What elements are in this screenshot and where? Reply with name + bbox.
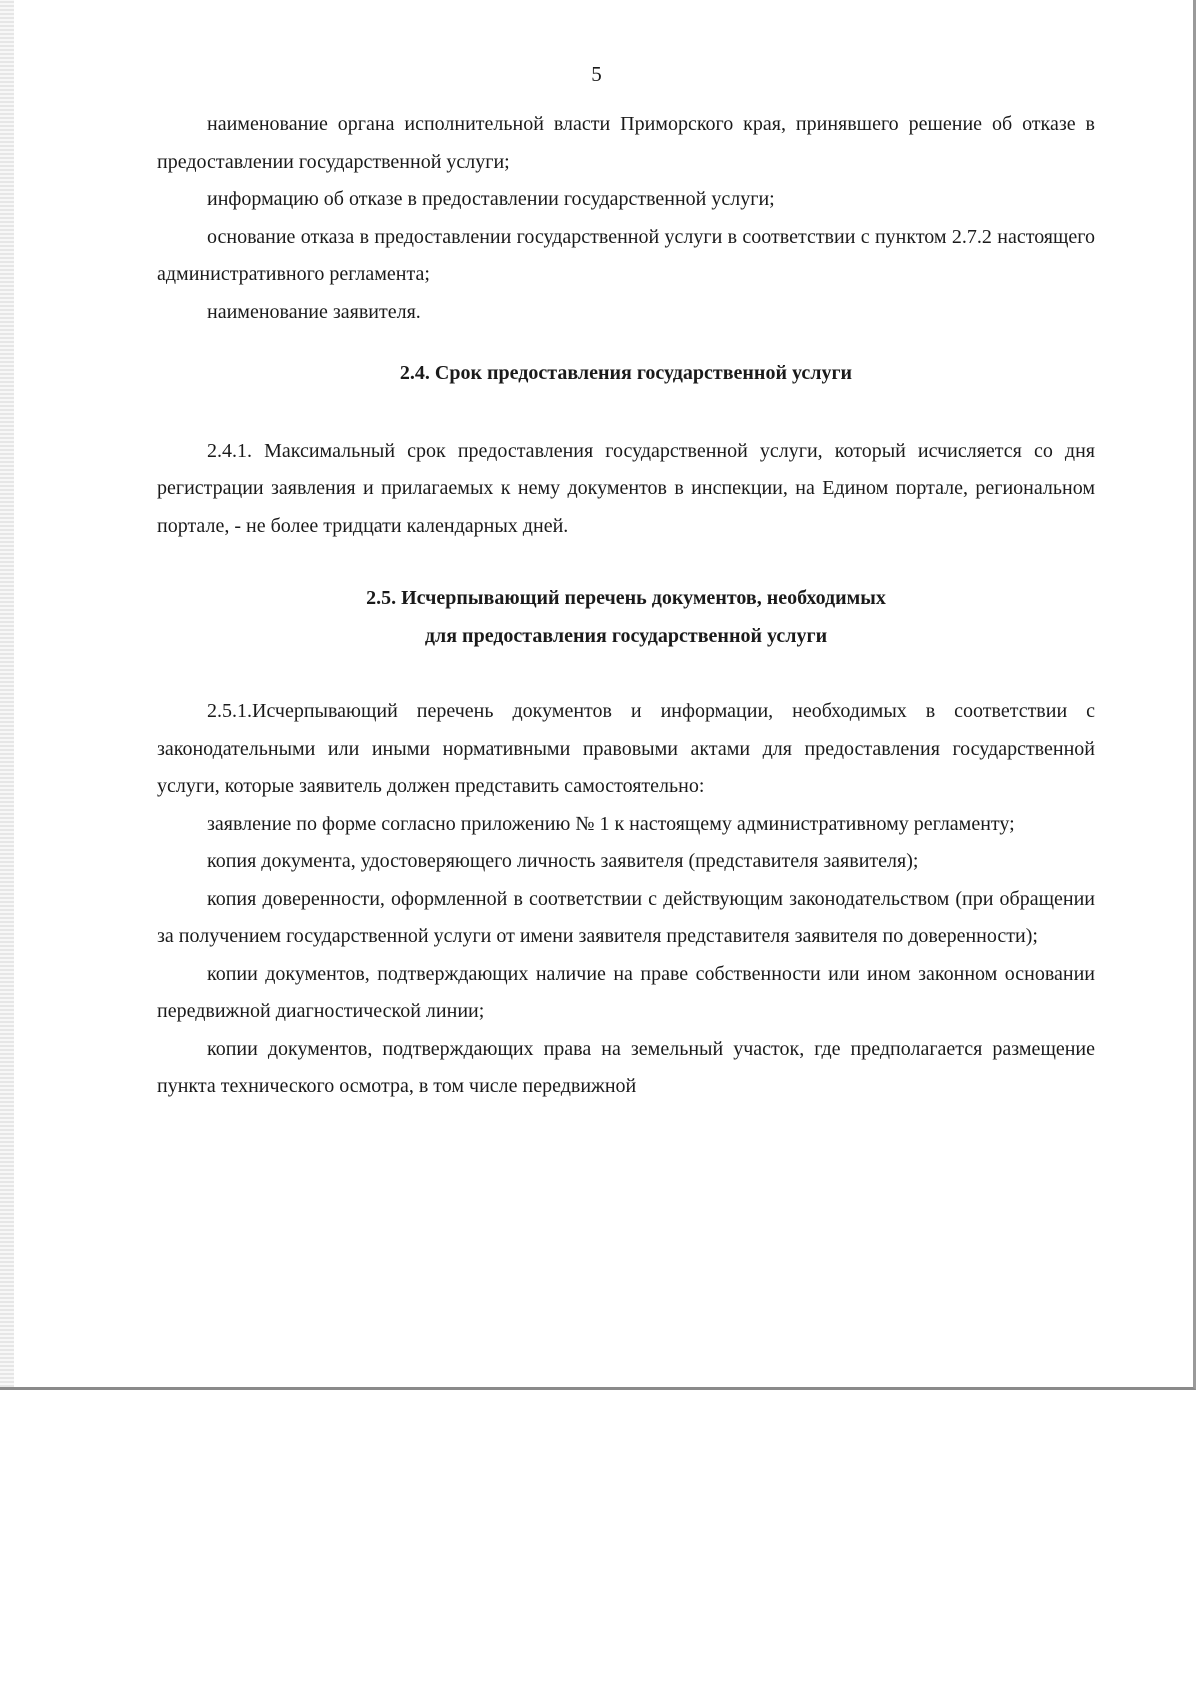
section-heading-2-4: 2.4. Срок предоставления государственной услуги: [399, 362, 853, 384]
section-heading-2-5: [157, 580, 1095, 655]
paragraph: 2.4.1. Максимальный срок предоставления государственной услуги, который исчисляется со дня регистрации заявления и прилагаемых к нему документов в инспекции, на Едином портале, региональном портале, - не более тридцати календарных дней.: [157, 439, 1095, 537]
paragraph: копии документов, подтверждающих права на земельный участок, где предполагается размещение пункта технического осмотра, в том числе передвижной: [157, 1037, 1095, 1097]
paragraph: копия документа, удостоверяющего личность заявителя (представителя заявителя);: [207, 850, 919, 872]
paragraph: наименование органа исполнительной власти Приморского края, принявшего решение об отказе в предоставлении государственной услуги;: [157, 113, 1095, 173]
paragraph: основание отказа в предоставлении государственной услуги в соответствии с пунктом 2.7.2 настоящего административного регламента;: [157, 225, 1095, 285]
section-heading-line: 2.5. Исчерпывающий перечень документов, необходимых: [366, 587, 886, 609]
page-number: 5: [591, 62, 602, 86]
section-heading-line: для предоставления государственной услуги: [424, 624, 828, 647]
paragraph: 2.5.1.Исчерпывающий перечень документов и информации, необходимых в соответствии с законодательными или иными нормативными правовыми актами для предоставления государственной услуги, которые заявитель должен представить самостоятельно:: [157, 700, 1095, 797]
page-content: [157, 106, 1095, 1106]
paragraph: наименование заявителя.: [207, 300, 421, 323]
paragraph: информацию об отказе в предоставлении государственной услуги;: [207, 188, 775, 210]
paragraph: заявление по форме согласно приложению № 1 к настоящему административному регламенту;: [207, 812, 1015, 835]
paragraph: копия доверенности, оформленной в соответствии с действующим законодательством (при обращении за получением государственной услуги от имени заявителя представителя заявителя по доверенности);: [157, 887, 1095, 947]
paragraph: копии документов, подтверждающих наличие на праве собственности или ином законном основании передвижной диагностической линии;: [157, 962, 1095, 1022]
